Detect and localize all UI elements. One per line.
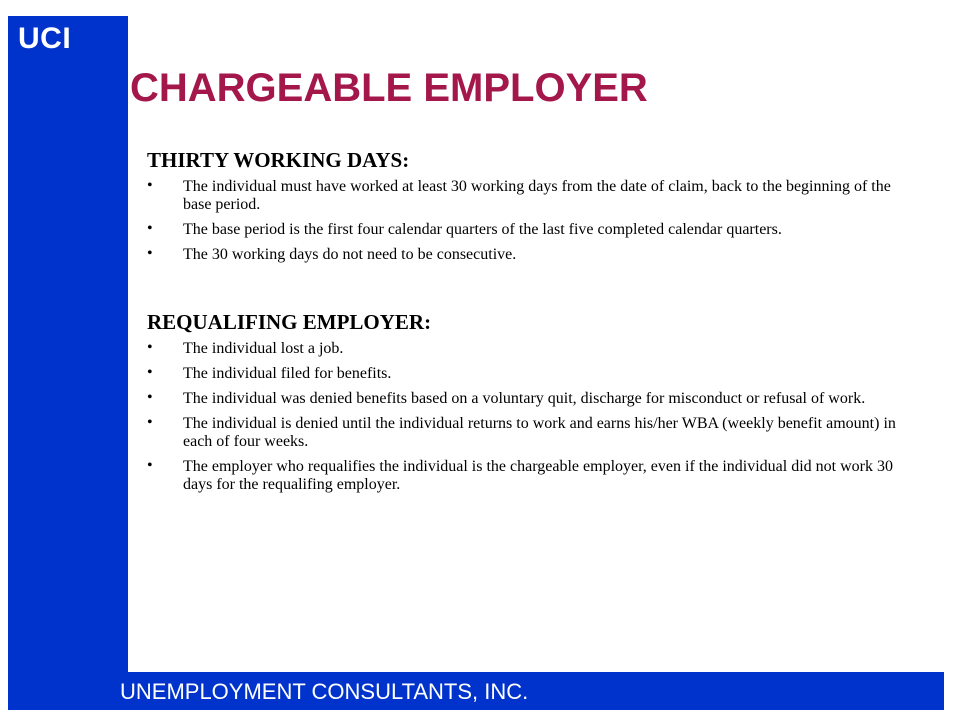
company-logo: UCI bbox=[18, 22, 72, 55]
bullet-text: The base period is the first four calendar quarters of the last five completed calendar quarters. bbox=[183, 221, 782, 238]
section-heading: THIRTY WORKING DAYS: bbox=[147, 148, 410, 172]
bullet-icon: • bbox=[147, 177, 153, 194]
bullet-list bbox=[147, 340, 907, 494]
bullet-text: The individual is denied until the individual returns to work and earns his/her WBA (weekly benefit amount) in each of four weeks. bbox=[183, 415, 896, 450]
bullet-list bbox=[147, 178, 907, 264]
bullet-text: The individual was denied benefits based on a voluntary quit, discharge for misconduct or refusal of work. bbox=[183, 390, 866, 407]
bullet-item bbox=[147, 246, 907, 264]
bullet-icon: • bbox=[147, 389, 153, 406]
section-requalifing-employer bbox=[147, 310, 907, 494]
bullet-item bbox=[147, 390, 907, 408]
bullet-icon: • bbox=[147, 457, 153, 474]
bullet-text: The individual lost a job. bbox=[183, 340, 344, 357]
bullet-item bbox=[147, 365, 907, 383]
footer-company-name: UNEMPLOYMENT CONSULTANTS, INC. bbox=[120, 679, 529, 704]
bullet-text: The 30 working days do not need to be consecutive. bbox=[183, 246, 517, 263]
bullet-item bbox=[147, 415, 907, 451]
bullet-item bbox=[147, 178, 907, 214]
section-thirty-working-days bbox=[147, 148, 907, 264]
bullet-icon: • bbox=[147, 220, 153, 237]
bullet-item bbox=[147, 221, 907, 239]
slide-title: CHARGEABLE EMPLOYER bbox=[130, 66, 648, 110]
slide-content bbox=[147, 148, 907, 501]
bullet-item bbox=[147, 458, 907, 494]
bullet-text: The individual filed for benefits. bbox=[183, 365, 392, 382]
bullet-text: The individual must have worked at least 30 working days from the date of claim, back to the beginning of the base period. bbox=[183, 178, 891, 213]
bullet-icon: • bbox=[147, 414, 153, 431]
bullet-icon: • bbox=[147, 339, 153, 356]
bullet-text: The employer who requalifies the individual is the chargeable employer, even if the individual did not work 30 days for the requalifing employer. bbox=[183, 458, 893, 493]
bullet-item bbox=[147, 340, 907, 358]
bullet-icon: • bbox=[147, 364, 153, 381]
section-heading: REQUALIFING EMPLOYER: bbox=[147, 310, 432, 334]
sidebar-bar bbox=[8, 16, 128, 710]
bullet-icon: • bbox=[147, 245, 153, 262]
